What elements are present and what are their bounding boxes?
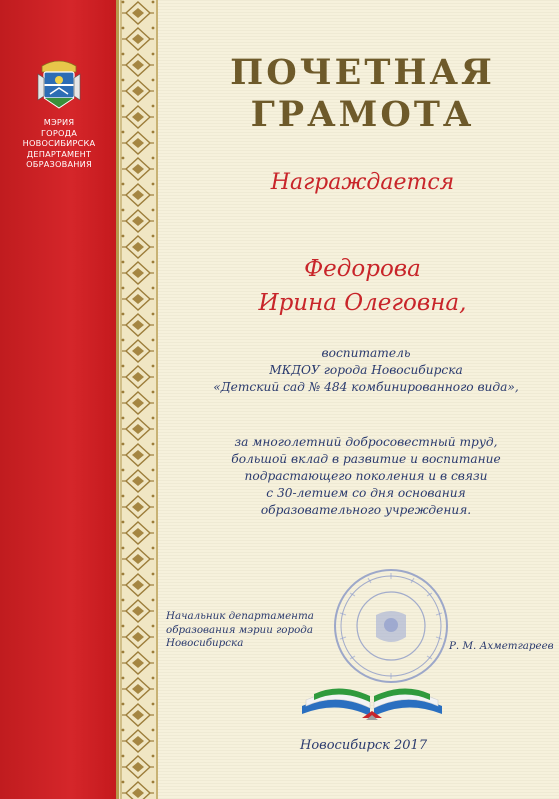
- org-line: ГОРОДА: [40, 127, 78, 138]
- novosibirsk-coat-of-arms-icon: [36, 58, 82, 112]
- open-book-logo-icon: [292, 682, 452, 722]
- ornamental-border: [119, 0, 157, 799]
- reason-line: за многолетний добросовестный труд,: [234, 435, 498, 449]
- reason-line: образовательного учреждения.: [260, 503, 472, 517]
- org-line: ОБРАЗОВАНИЯ: [26, 159, 92, 169]
- city-and-year: Новосибирск 2017: [300, 738, 428, 753]
- signer-line: Начальник департамента: [166, 610, 314, 622]
- signer-line: образования мэрии города: [166, 623, 313, 636]
- certificate-title-line2: ГРАМОТА: [250, 94, 475, 135]
- reason-line: большой вклад в развитие и воспитание: [231, 452, 501, 466]
- signer-name: Р. М. Ахметгареев: [449, 640, 554, 652]
- recipient-surname: Федорова: [304, 256, 421, 282]
- awarded-label: Награждается: [270, 170, 455, 195]
- official-seal-icon: [332, 567, 450, 685]
- recipient-position: [176, 345, 556, 396]
- reason-line: с 30-летием со дня основания: [266, 486, 466, 500]
- org-line: ДЕПАРТАМЕНТ: [26, 148, 92, 159]
- award-reason: [176, 434, 556, 519]
- signer-line: Новосибирска: [166, 637, 244, 649]
- reason-line: подрастающего поколения и в связи: [244, 469, 488, 483]
- position-line: «Детский сад № 484 комбинированного вида»,: [213, 380, 519, 394]
- recipient-given-names: Ирина Олеговна,: [258, 290, 467, 316]
- organization-name: [6, 117, 112, 170]
- position-line: МКДОУ города Новосибирска: [269, 363, 463, 377]
- org-line: НОВОСИБИРСКА: [22, 138, 96, 148]
- signer-title: [166, 610, 314, 651]
- certificate-title-line1: ПОЧЕТНАЯ: [230, 52, 495, 93]
- org-line: МЭРИЯ: [43, 117, 75, 127]
- position-line: воспитатель: [321, 346, 411, 360]
- ornament-edge-line: [156, 0, 158, 799]
